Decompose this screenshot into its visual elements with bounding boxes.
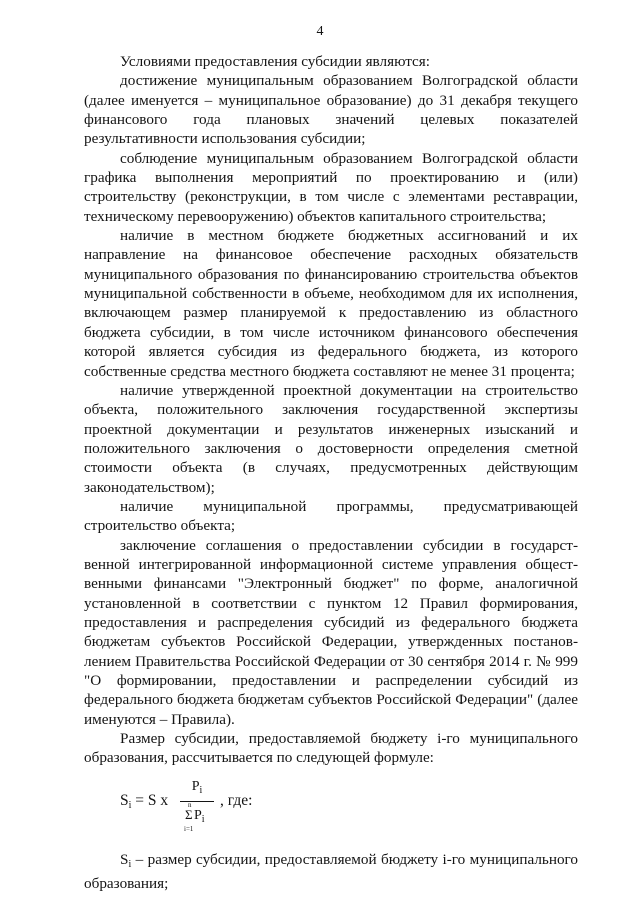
paragraph-condition-agreement: заключение соглашения о предоставлении субсидии в государственной интегрированной информационной системе управления общественными финансами "Электронный бюджет" по форме, аналогичной установленной в соответствии с пунктом 12 Правил формирования, предоставления и распределения субсидий из федерального бюджета бюджетам субъектов Российской Федерации, утвержденных постановлением Правительства Российской Федерации от 30 сентября 2014 г. № 999 "О формировании, предоставлении и распределении субсидий из федерального бюджета бюджетам субъектов Российской Федерации" (далее именуются – Правила). bbox=[84, 536, 578, 728]
formula-suffix: , где: bbox=[220, 791, 253, 809]
paragraph-condition-targets: достижение муниципальным образованием Волгоградской области (далее именуется – муниципальное образование) до 31 декабря текущего финансового года плановых значений целевых показателей результативности использования субсидии; bbox=[84, 72, 578, 148]
paragraph-condition-budget: наличие в местном бюджете бюджетных ассигнований и их направление на финансовое обеспечение расходных обязательств муниципального образования по финансированию строительства объектов муниципальной собственности в объеме, необходимом для их исполнения, включающем размер планируемой к предоставлению из областного бюджета субсидии, в том числе источником финансового обеспечения которой является субсидия из федерального бюджета, из которого собственные средства местного бюджета составляют не менее 31 процента; bbox=[84, 227, 578, 380]
formula-fraction bbox=[180, 778, 214, 833]
page-number: 4 bbox=[316, 24, 324, 39]
fraction-bar bbox=[180, 801, 214, 802]
definition-si: Si – размер субсидии, предоставляемой бюджету i-го муниципального образования; bbox=[84, 850, 578, 893]
paragraph-condition-documentation: наличие утвержденной проектной документации на строительство объекта, положительного заключения государственной экспертизы проектной документации и результатов инженерных изысканий и положительного заключения о достоверности определения сметной стоимости объекта (в случаях, предусмотренных действующим законодательством); bbox=[84, 381, 578, 496]
subsidy-formula bbox=[84, 778, 578, 834]
paragraph-formula-intro: Размер субсидии, предоставляемой бюджету i-го муниципального образования, рассчитывается по следующей формуле: bbox=[84, 730, 578, 767]
formula-lhs: $S_i = S$ x bbox=[120, 791, 169, 811]
body-text bbox=[84, 52, 578, 893]
paragraph-condition-schedule: соблюдение муниципальным образованием Волгоградской области графика выполнения мероприятий по проектированию и (или) строительству (реконструкции, в том числе с элементами реставрации, техническому перевооружению) объектов капитального строительства; bbox=[84, 149, 578, 225]
paragraph-condition-program: наличие муниципальной программы, предусматривающей строительство объекта; bbox=[84, 497, 578, 535]
formula-denominator: n Σ i=1 $P_i$ bbox=[184, 800, 205, 833]
sum-symbol: Σ bbox=[185, 806, 193, 822]
paragraph-conditions-intro: Условиями предоставления субсидии являются: bbox=[120, 53, 430, 70]
formula-numerator: $P_i$ bbox=[191, 778, 203, 796]
